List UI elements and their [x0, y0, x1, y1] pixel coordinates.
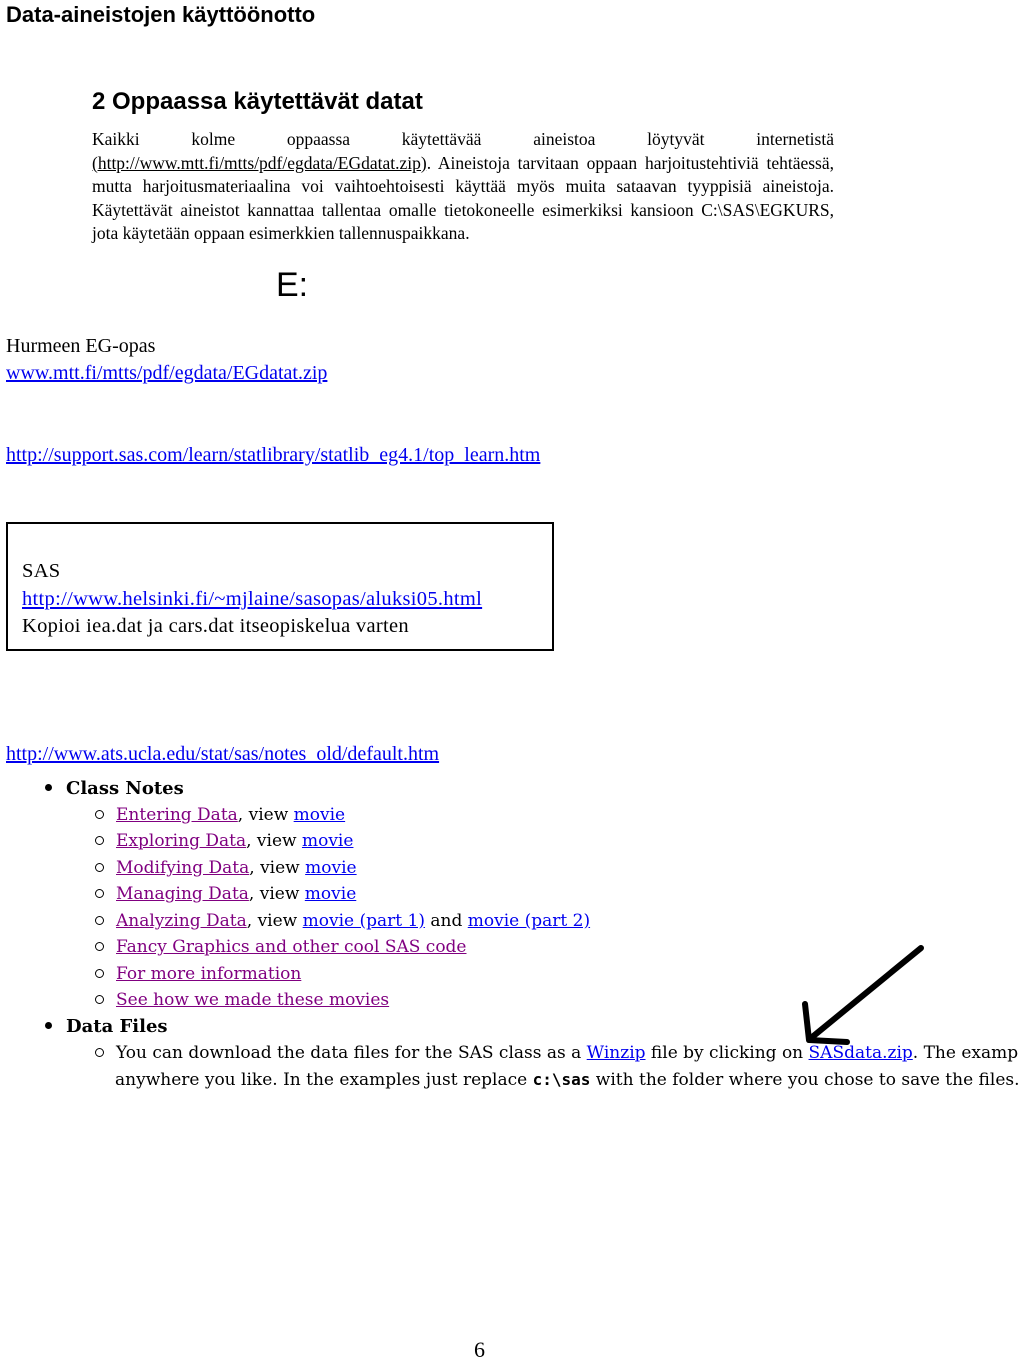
sasdata-zip-link[interactable]: SASdata.zip	[808, 1043, 913, 1063]
bullet-icon	[45, 1022, 52, 1029]
class-note-item: Entering Data, view movie	[95, 805, 345, 825]
circle-bullet-icon	[95, 1048, 104, 1057]
ucla-notes-link[interactable]: http://www.ats.ucla.edu/stat/sas/notes_old/default.htm	[6, 743, 440, 765]
sas-info-box	[6, 522, 554, 651]
topic-link[interactable]: Exploring Data	[116, 831, 247, 851]
class-notes-item: Class Notes	[40, 778, 184, 799]
box-title: SAS	[22, 560, 61, 582]
eg-guide-label: Hurmeen EG-opas	[6, 335, 156, 357]
class-note-item: Exploring Data, view movie	[95, 831, 353, 851]
movie-link[interactable]: movie	[305, 858, 357, 878]
circle-bullet-icon	[95, 916, 104, 925]
how-made-link[interactable]: See how we made these movies	[116, 990, 390, 1010]
movie-link[interactable]: movie	[293, 805, 346, 825]
topic-link[interactable]: Managing Data	[116, 884, 249, 904]
data-files-line: You can download the data files for the SAS class as a Winzip file by clicking on SASdata.zip. The examp	[95, 1043, 1018, 1063]
circle-bullet-icon	[95, 863, 104, 872]
topic-link[interactable]: Entering Data	[116, 805, 238, 825]
drive-annotation: E:	[276, 266, 309, 304]
movie-link[interactable]: movie	[301, 831, 354, 851]
data-files-line2: anywhere you like. In the examples just replace c:\sas with the folder where you chose to save the files.	[115, 1070, 1020, 1090]
egdata-zip-link[interactable]: www.mtt.fi/mtts/pdf/egdata/EGdatat.zip	[6, 362, 328, 384]
class-note-item	[95, 937, 467, 957]
topic-link[interactable]: Analyzing Data	[116, 911, 247, 931]
excerpt-paragraph: Kaikki kolme oppaassa käytettävää aineistoa löytyvät internetistä (http://www.mtt.fi/mtts/pdf/egdata/EGdatat.zip). Aineistoja tarvitaan oppaan harjoitustehtiviä tehtäessä, mutta harjoitusmateriaalina voi vaihtoehtoisesti käyttää myös muita sataavan tyyppisiä aineistoja. Käytettävät aineistot kannattaa tallentaa omalle tietokoneelle esimerkiksi kansioon C:\SAS\EGKURS, jota käytetään oppaan esimerkkien tallennuspaikkana.	[92, 129, 834, 243]
circle-bullet-icon	[95, 969, 104, 978]
graphics-link[interactable]: Fancy Graphics and other cool SAS code	[116, 937, 467, 957]
bullet-icon	[45, 784, 52, 791]
section-heading: 2 Oppaassa käytettävät datat	[92, 88, 423, 115]
helsinki-sasopas-link[interactable]: http://www.helsinki.fi/~mjlaine/sasopas/aluksi05.html	[22, 588, 483, 610]
class-note-item	[95, 964, 301, 984]
sas-support-link[interactable]: http://support.sas.com/learn/statlibrary/statlib_eg4.1/top_learn.htm	[6, 444, 541, 466]
data-files-item: Data Files	[40, 1016, 168, 1037]
scanned-ucla-page	[40, 776, 1020, 1101]
class-note-item: Modifying Data, view movie	[95, 858, 357, 878]
winzip-link[interactable]: Winzip	[586, 1043, 646, 1063]
pointer-arrow-icon	[795, 942, 935, 1052]
circle-bullet-icon	[95, 942, 104, 951]
excerpt-link[interactable]: (http://www.mtt.fi/mtts/pdf/egdata/EGdatat.zip)	[92, 152, 427, 173]
page-header: Data-aineistojen käyttöönotto	[6, 2, 316, 27]
movie-link[interactable]: movie (part 1)	[302, 911, 425, 931]
class-note-item: Analyzing Data, view movie (part 1) and movie (part 2)	[95, 911, 590, 931]
circle-bullet-icon	[95, 889, 104, 898]
topic-link[interactable]: Modifying Data	[116, 858, 250, 878]
scanned-excerpt-opas	[86, 88, 838, 246]
class-note-item: Managing Data, view movie	[95, 884, 356, 904]
circle-bullet-icon	[95, 995, 104, 1004]
more-info-link[interactable]: For more information	[116, 964, 302, 984]
circle-bullet-icon	[95, 810, 104, 819]
class-note-item	[95, 990, 389, 1010]
page-number: 6	[474, 1337, 485, 1362]
circle-bullet-icon	[95, 836, 104, 845]
box-note: Kopioi iea.dat ja cars.dat itseopiskelua varten	[22, 615, 409, 637]
movie-link[interactable]: movie	[304, 884, 357, 904]
movie-link[interactable]: movie (part 2)	[467, 911, 591, 931]
